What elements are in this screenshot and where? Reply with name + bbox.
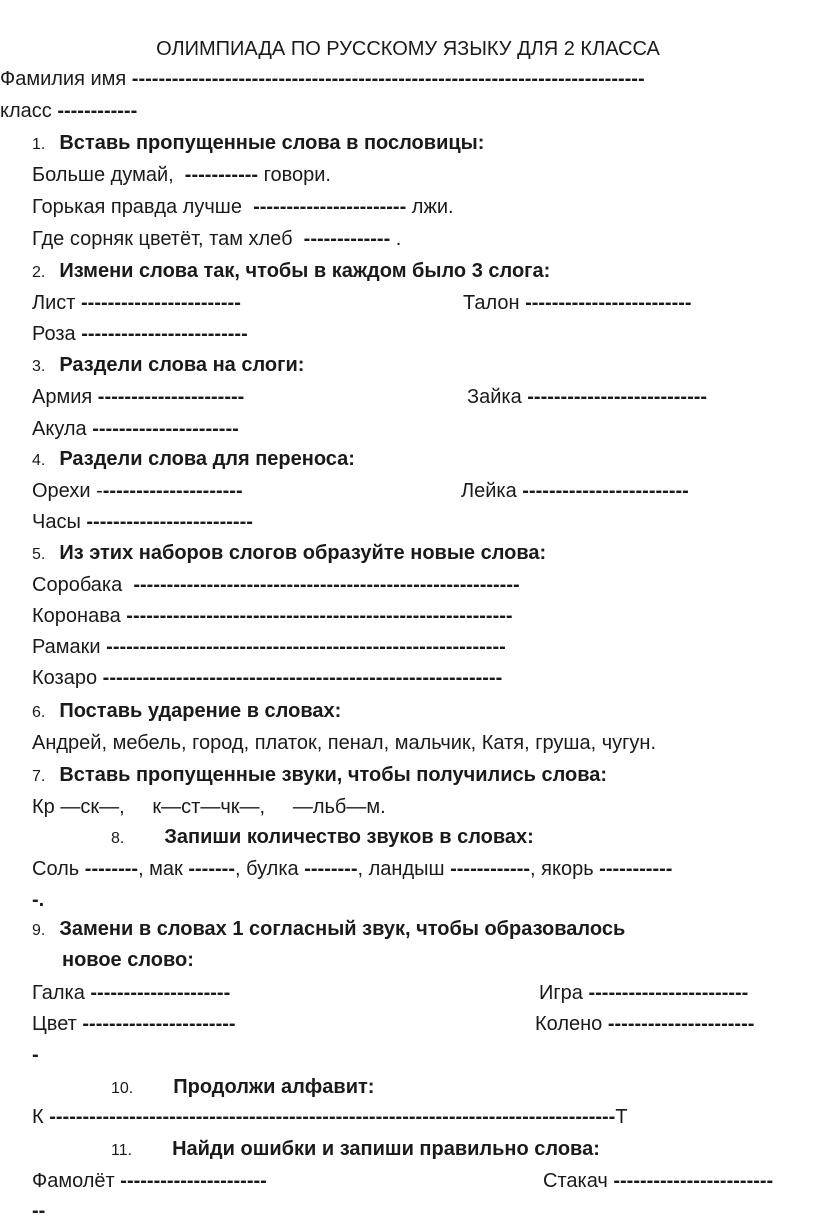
task-3-heading	[32, 353, 304, 379]
answer-blank: ------------------------------------------------------------	[102, 667, 503, 689]
word: Стакач	[543, 1170, 614, 1192]
task-text: Измени слова так, чтобы в каждом было 3 слога:	[59, 260, 551, 282]
answer-blank: ----------------------------------------------------------	[133, 574, 520, 596]
letter-start: К	[32, 1106, 50, 1128]
word: , ландыш	[357, 858, 451, 880]
word-line	[539, 981, 748, 1005]
word: Акула	[32, 418, 93, 440]
name-blank: -----------------------------------------------------------------------------	[131, 68, 645, 90]
word: Галка	[32, 982, 91, 1004]
answer-blank: -------	[188, 858, 235, 880]
answer-blank: -------------------------	[522, 480, 689, 502]
word-line	[32, 666, 502, 690]
task-4-heading	[32, 447, 355, 473]
page-title: ОЛИМПИАДА ПО РУССКОМУ ЯЗЫКУ ДЛЯ 2 КЛАССА	[156, 38, 660, 60]
word: Часы	[32, 511, 87, 533]
task-1-heading	[32, 131, 484, 157]
task-text: Раздели слова для переноса:	[59, 448, 355, 470]
answer-blank: -----------	[599, 858, 673, 880]
wrap-continuation: --	[32, 1200, 46, 1222]
task-6-heading	[32, 699, 341, 725]
answer-blank: ---------------------	[102, 480, 243, 502]
task-text: Вставь пропущенные звуки, чтобы получились слова:	[59, 764, 608, 786]
word-line	[32, 322, 248, 346]
task-text: Запиши количество звуков в словах:	[164, 826, 534, 848]
answer-blank: -------------------------	[81, 323, 248, 345]
proverb-3	[32, 227, 401, 251]
task-11-heading	[111, 1137, 600, 1163]
task-text: Продолжи алфавит:	[173, 1076, 375, 1098]
answer-blank: ---------------------------	[527, 386, 708, 408]
answer-blank: --------	[304, 858, 358, 880]
task-number: 9.	[32, 922, 46, 939]
proverb-1	[32, 163, 331, 187]
task-number: 6.	[32, 704, 46, 721]
task-number: 10.	[111, 1080, 134, 1097]
proverb-text: Горькая правда лучше	[32, 196, 254, 218]
answer-blank: -------------------------	[86, 511, 253, 533]
answer-blank: ------------------------------------------------------------	[106, 636, 506, 658]
word-line	[32, 635, 506, 659]
word-line	[32, 417, 239, 441]
word: Соробака	[32, 574, 134, 596]
task-number: 8.	[111, 830, 125, 847]
letter-end: Т	[615, 1106, 628, 1128]
word-list	[32, 857, 672, 881]
wrap-continuation: -	[32, 1044, 39, 1066]
answer-blank: ---------------------	[90, 982, 231, 1004]
answer-blank: ------------------------	[81, 292, 241, 314]
answer-blank: -------------------------------------------------------------------------------------	[49, 1106, 616, 1128]
word: Колено	[535, 1013, 608, 1035]
word-line	[32, 573, 520, 597]
word: Игра	[539, 982, 589, 1004]
word-line	[32, 479, 243, 503]
name-line	[0, 67, 645, 91]
answer-blank: ----------------------	[97, 386, 245, 408]
task-7-heading	[32, 763, 607, 789]
word-list: Андрей, мебель, город, платок, пенал, мальчик, Катя, груша, чугун.	[32, 732, 657, 754]
task-text: Вставь пропущенные слова в пословицы:	[59, 132, 485, 154]
word: Роза	[32, 323, 82, 345]
word-line	[32, 510, 253, 534]
proverb-text: лжи.	[406, 196, 454, 218]
word-list: Кр —ск—, к—ст—чк—, —льб—м.	[32, 796, 386, 818]
word: Армия	[32, 386, 98, 408]
word: Лейка	[461, 480, 523, 502]
proverb-text: .	[390, 228, 402, 250]
word: Козаро	[32, 667, 103, 689]
task-5-heading	[32, 541, 546, 567]
class-label: класс	[0, 100, 58, 122]
task-text: Замени в словах 1 согласный звук, чтобы образовалось	[59, 918, 626, 940]
answer-blank: ------------------------	[613, 1170, 774, 1192]
task-number: 5.	[32, 546, 46, 563]
alphabet-line	[32, 1105, 792, 1129]
task-number: 2.	[32, 264, 46, 281]
task-number: 1.	[32, 136, 46, 153]
proverb-text: говори.	[258, 164, 331, 186]
task-9-heading-cont: новое слово:	[62, 949, 194, 971]
answer-blank: --------	[84, 858, 139, 880]
word-line	[32, 981, 230, 1005]
word: Орехи -	[32, 480, 103, 502]
word: Лист	[32, 292, 82, 314]
task-text: Из этих наборов слогов образуйте новые слова:	[59, 542, 547, 564]
task-number: 3.	[32, 358, 46, 375]
word: , мак	[138, 858, 189, 880]
name-label: Фамилия имя	[0, 68, 132, 90]
task-8-heading	[111, 825, 534, 851]
word-line	[543, 1169, 773, 1193]
answer-blank: ----------------------	[120, 1170, 267, 1192]
answer-blank: ------------	[450, 858, 531, 880]
answer-blank: -------------------------	[525, 292, 692, 314]
proverb-text: Больше думай,	[32, 164, 185, 186]
task-text: Раздели слова на слоги:	[59, 354, 305, 376]
answer-blank: -----------------------	[253, 196, 407, 218]
answer-blank: ------------------------	[588, 982, 749, 1004]
word-line	[467, 385, 707, 409]
task-9-heading	[32, 917, 625, 943]
answer-blank: ----------------------	[92, 418, 239, 440]
task-text: Найди ошибки и запиши правильно слова:	[172, 1138, 600, 1160]
word-line	[32, 1169, 267, 1193]
word: Соль	[32, 858, 85, 880]
word-line	[463, 291, 692, 315]
answer-blank: -------------	[303, 228, 391, 250]
answer-blank: -----------	[184, 164, 259, 186]
task-2-heading	[32, 259, 550, 285]
task-10-heading	[111, 1075, 374, 1101]
wrap-continuation: -.	[32, 889, 45, 911]
word: Коронава	[32, 605, 127, 627]
word-line	[461, 479, 689, 503]
word-line	[32, 1012, 236, 1036]
word: Цвет	[32, 1013, 83, 1035]
word: , якорь	[530, 858, 600, 880]
word-line	[32, 291, 241, 315]
word: Фамолёт	[32, 1170, 121, 1192]
answer-blank: ----------------------------------------------------------	[126, 605, 513, 627]
word-line	[32, 385, 244, 409]
word: , булка	[234, 858, 305, 880]
word-line	[535, 1012, 754, 1036]
proverb-text: Где сорняк цветёт, там хлеб	[32, 228, 304, 250]
answer-blank: -----------------------	[82, 1013, 236, 1035]
word-line	[32, 604, 513, 628]
proverb-2	[32, 195, 454, 219]
task-number: 7.	[32, 768, 46, 785]
task-text: Поставь ударение в словах:	[59, 700, 342, 722]
class-blank: ------------	[57, 100, 138, 122]
task-number: 4.	[32, 452, 46, 469]
answer-blank: ----------------------	[607, 1013, 755, 1035]
class-line	[0, 99, 137, 123]
task-number: 11.	[111, 1142, 133, 1159]
word: Талон	[463, 292, 526, 314]
word: Зайка	[467, 386, 528, 408]
word: Рамаки	[32, 636, 107, 658]
